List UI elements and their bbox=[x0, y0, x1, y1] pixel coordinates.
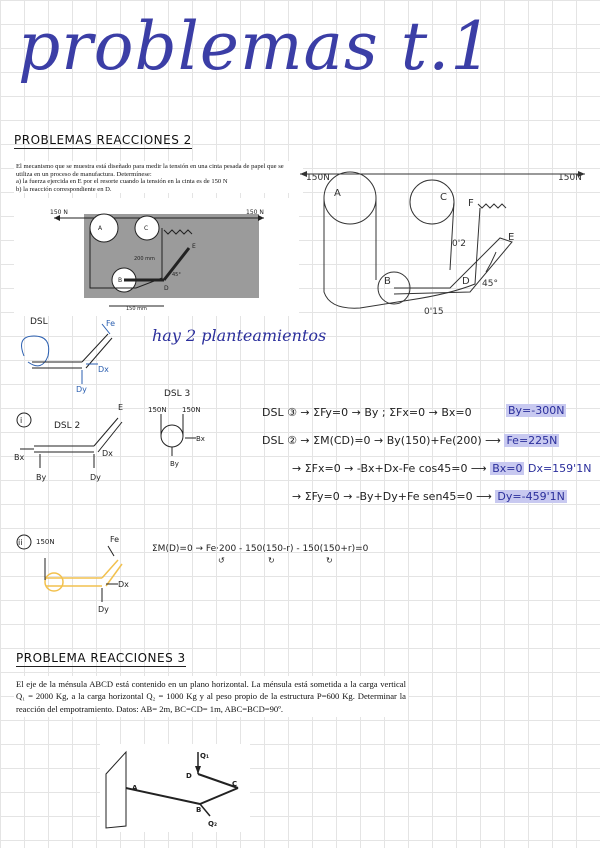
equation-1 bbox=[262, 406, 472, 419]
eq5-sub3: ↻ bbox=[326, 556, 333, 565]
fig-label-b: B bbox=[118, 277, 123, 284]
fbd2-dx: Dx bbox=[102, 449, 113, 458]
sketch-label-f: F bbox=[468, 198, 474, 209]
dsl3-label: DSL 3 bbox=[164, 389, 191, 399]
equation-2 bbox=[262, 434, 559, 447]
eq2-result: Fe=225N bbox=[506, 434, 558, 447]
fig-right-tension: 150 N bbox=[246, 209, 264, 216]
fbd2-dy: Dy bbox=[90, 473, 101, 482]
problem3-figure bbox=[100, 744, 250, 832]
sketch-left-tension: 150N bbox=[306, 173, 330, 183]
sketch-label-a: A bbox=[334, 188, 341, 199]
item-b: b) la reacción correspondiente en D. bbox=[16, 185, 112, 193]
item-a: a) la fuerza ejercida en E por el resorte cuando la tensión en la cinta es de 150 N bbox=[16, 178, 228, 186]
sketch-label-d: D bbox=[462, 276, 470, 287]
fig3-q1: Q₁ bbox=[200, 752, 210, 760]
sketch-dim-02: 0'2 bbox=[452, 239, 466, 249]
fbd4-150a: 150N bbox=[36, 538, 55, 546]
fbd3-150b: 150N bbox=[182, 406, 201, 414]
case-ii-label: ii bbox=[18, 538, 23, 547]
case-i-label: i bbox=[20, 416, 23, 425]
sketch-dim-015: 0'15 bbox=[424, 307, 444, 317]
eq2-text: DSL ② → ΣM(CD)=0 → By(150)+Fe(200) ⟶ bbox=[262, 434, 501, 447]
mechanism-sketch bbox=[300, 160, 590, 320]
fbd2-bx: Bx bbox=[14, 453, 25, 462]
equation-3 bbox=[292, 462, 591, 475]
sketch-label-b: B bbox=[384, 276, 391, 287]
fig-label-e: E bbox=[192, 243, 196, 250]
dsl3-sketch bbox=[148, 384, 238, 468]
sketch-right-tension: 150N bbox=[558, 173, 582, 183]
fig3-c: C bbox=[232, 780, 238, 788]
problem3-statement: El eje de la ménsula ABCD está contenido en un plano horizontal. La ménsula está sometida a la carga vertical Q₁ = 2000 Kg, a la carga horizontal Q₂ = 1000 Kg y al peso propio de la estructura P=600 Kg. Determinar la reacción del empotramiento. Datos: AB= 2m, BC=CD= 1m, ABC=BCD=90º. bbox=[14, 676, 408, 717]
case-ii-sketch bbox=[14, 528, 144, 614]
dsl2-label: DSL 2 bbox=[54, 421, 81, 431]
problem3-heading: PROBLEMA REACCIONES 3 bbox=[16, 651, 186, 665]
fig3-d: D bbox=[186, 772, 192, 780]
sketch-label-e: E bbox=[508, 232, 515, 243]
fbd4-dx: Dx bbox=[118, 580, 129, 589]
fbd3-by: By bbox=[170, 460, 179, 468]
fbd2-by: By bbox=[36, 473, 47, 482]
eq5-sub1: ↺ bbox=[218, 556, 225, 565]
dsl1-label: DSL bbox=[30, 317, 48, 327]
eq3-result2: Dx=159'1N bbox=[527, 462, 592, 475]
eq4-text: → ΣFy=0 → -By+Dy+Fe sen45=0 ⟶ bbox=[292, 490, 492, 503]
sketch-label-c: C bbox=[440, 192, 447, 203]
fbd4-fe: Fe bbox=[110, 535, 120, 544]
fbd1-dy: Dy bbox=[76, 385, 87, 394]
eq4-result: Dy=-459'1N bbox=[497, 490, 565, 503]
fig-dim-150: 150 mm bbox=[126, 306, 147, 312]
fig3-b: B bbox=[196, 806, 202, 814]
fig-label-d: D bbox=[164, 285, 169, 292]
problem2-statement bbox=[14, 161, 303, 193]
fbd2-e: E bbox=[118, 403, 124, 412]
dsl1-sketch bbox=[14, 314, 134, 394]
fig-dim-200: 200 mm bbox=[134, 256, 155, 262]
problem2-heading: PROBLEMAS REACCIONES 2 bbox=[14, 133, 192, 147]
equation-1-result bbox=[506, 404, 566, 417]
fig3-q2: Q₂ bbox=[208, 820, 218, 828]
fig-left-tension: 150 N bbox=[50, 209, 68, 216]
fbd1-dx: Dx bbox=[98, 365, 109, 374]
dsl2-sketch bbox=[14, 398, 144, 488]
fig-label-c: C bbox=[144, 225, 149, 232]
fig3-a: A bbox=[132, 784, 138, 792]
eq3-result: Bx=0 bbox=[492, 462, 523, 475]
eq3-text: → ΣFx=0 → -Bx+Dx-Fe cos45=0 ⟶ bbox=[292, 462, 487, 475]
problem2-figure bbox=[14, 198, 299, 316]
eq1-result: By=-300N bbox=[508, 404, 565, 417]
fbd3-bx: Bx bbox=[196, 435, 205, 443]
fbd4-dy: Dy bbox=[98, 605, 109, 614]
fig-label-a: A bbox=[98, 225, 103, 232]
planteamientos-note: hay 2 planteamientos bbox=[152, 326, 327, 345]
eq5-text: ΣM(D)=0 → Fe·200 - 150(150-r) - 150(150+r)=0 bbox=[152, 544, 369, 554]
fbd1-fe: Fe bbox=[106, 319, 116, 328]
statement-text: El mecanismo que se muestra está diseñado para medir la tensión en una cinta pesada de papel que se utiliza en un proceso de manufactura. Determínese: bbox=[16, 163, 284, 178]
eq5-sub2: ↻ bbox=[268, 556, 275, 565]
sketch-angle: 45° bbox=[482, 279, 498, 289]
equation-5 bbox=[152, 544, 368, 554]
equation-4 bbox=[292, 490, 567, 503]
fig-angle: 45° bbox=[172, 272, 181, 278]
page-title: problemas t.1 bbox=[18, 8, 494, 85]
fbd3-150a: 150N bbox=[148, 406, 167, 414]
eq1-text: DSL ③ → ΣFy=0 → By ; ΣFx=0 → Bx=0 bbox=[262, 406, 472, 419]
